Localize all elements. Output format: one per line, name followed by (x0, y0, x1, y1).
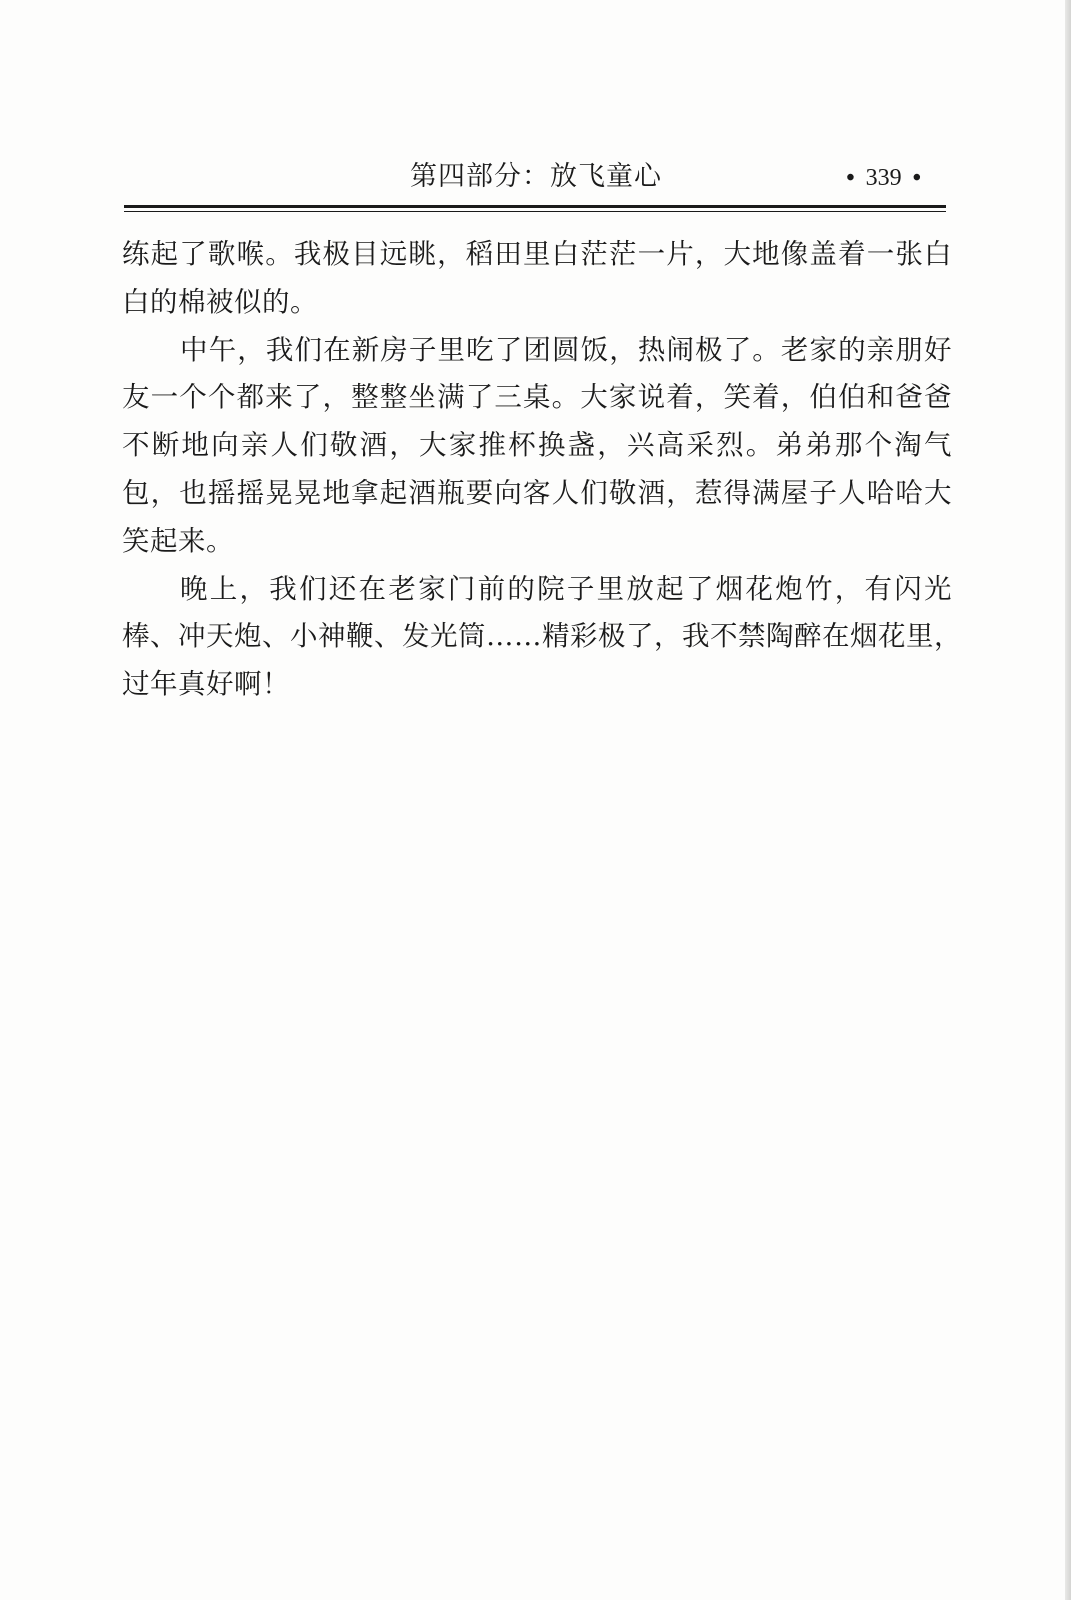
body-text (122, 231, 962, 709)
text-line: 棒、冲天炮、小神鞭、发光筒……精彩极了，我不禁陶醉在烟花里， (122, 620, 962, 653)
text-line: 包，也摇摇晃晃地拿起酒瓶要向客人们敬酒，惹得满屋子人哈哈大 (122, 476, 952, 509)
text-line: 不断地向亲人们敬酒，大家推杯换盏，兴高采烈。弟弟那个淘气 (122, 429, 952, 462)
text-line: 白的棉被似的。 (122, 285, 318, 318)
paragraph-1 (122, 231, 952, 327)
page-header (124, 158, 944, 202)
text-line: 过年真好啊！ (122, 668, 290, 701)
page-number-dot-right: • (912, 165, 921, 191)
text-line: 笑起来。 (122, 524, 234, 557)
text-line: 练起了歌喉。我极目远眺，稻田里白茫茫一片，大地像盖着一张白 (122, 238, 952, 270)
text-line: 中午，我们在新房子里吃了团圆饭，热闹极了。老家的亲朋好 (180, 333, 952, 366)
paragraph-3 (122, 566, 962, 709)
text-line: 友一个个都来了，整整坐满了三桌。大家说着，笑着，伯伯和爸爸 (122, 381, 952, 414)
page-number-block (835, 160, 932, 196)
text-line: 晚上，我们还在老家门前的院子里放起了烟花炮竹，有闪光 (180, 572, 952, 605)
running-title: 第四部分：放飞童心 (410, 161, 662, 192)
header-double-rule (124, 205, 946, 212)
page-edge-shadow (1065, 0, 1071, 1600)
page-number: 339 (865, 165, 902, 191)
paragraph-2 (122, 327, 952, 566)
page-number-dot-left: • (846, 165, 855, 191)
